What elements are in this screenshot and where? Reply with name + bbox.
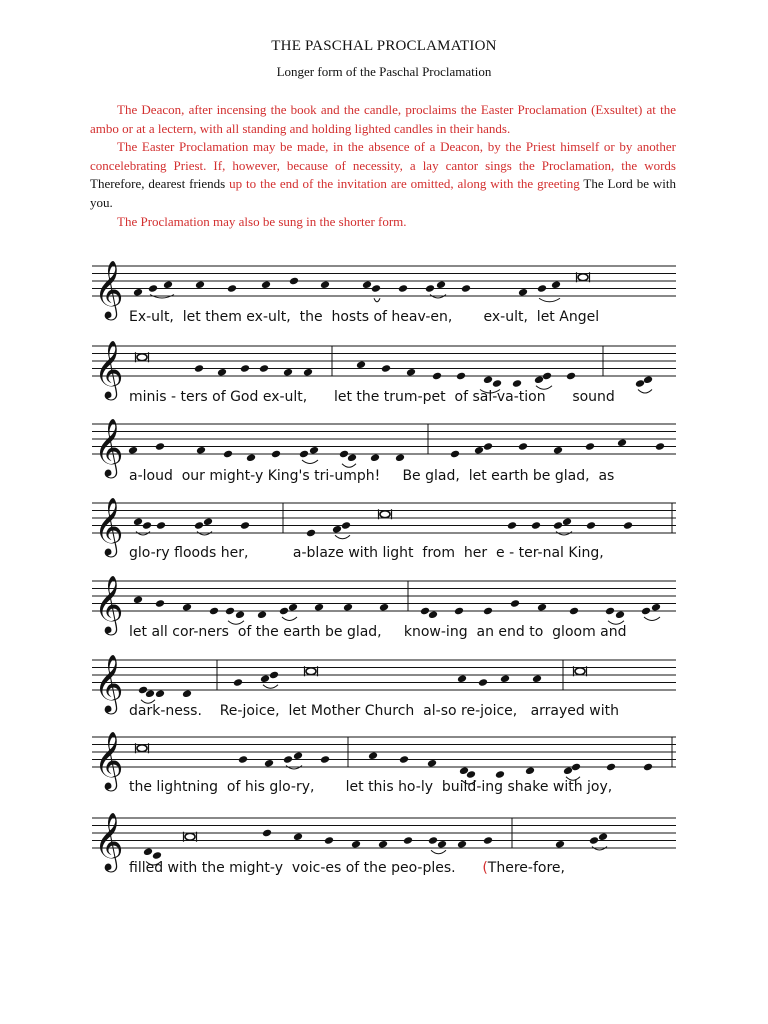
chant-note <box>420 607 430 616</box>
lyric-line-2: minis - ters of God ex-ult, let the trum-pet of sal-va-tion sound <box>129 389 615 405</box>
slur <box>539 298 560 302</box>
chant-note <box>606 763 616 772</box>
chant-note <box>339 450 349 459</box>
breve-note <box>575 668 585 675</box>
chant-note <box>427 759 437 768</box>
chant-note <box>635 379 645 388</box>
lyric-line-8 <box>129 860 565 876</box>
chant-note <box>203 517 213 526</box>
chant-note <box>155 442 165 451</box>
chant-note <box>223 450 233 459</box>
chant-note <box>457 674 467 683</box>
chant-note <box>264 759 274 768</box>
chant-note <box>194 521 204 530</box>
spoken-words: Therefore, dearest friends <box>90 176 226 192</box>
lyric-line-4: glo-ry floods her, a-blaze with light from her e - ter-nal King, <box>129 545 604 561</box>
chant-note <box>518 442 528 451</box>
chant-note <box>589 836 599 845</box>
chant-note <box>495 770 505 779</box>
chant-note <box>133 517 143 526</box>
chant-note <box>271 450 281 459</box>
rubric-text: The Easter Proclamation may be made, in the absence of a Deacon, by the Priest himself or by another concelebrating Priest. If, however, because of necessity, a lay cantor sings the Proclamation, the words <box>90 139 676 173</box>
treble-clef-icon: 𝄞 <box>94 654 124 712</box>
chant-note <box>259 364 269 373</box>
chant-note <box>182 603 192 612</box>
chant-note <box>474 446 484 455</box>
chant-note <box>309 446 319 455</box>
treble-clef-icon: 𝄞 <box>94 497 124 555</box>
slur <box>263 685 278 689</box>
treble-clef-icon: 𝄞 <box>94 731 124 789</box>
chant-note <box>512 379 522 388</box>
chant-note <box>643 375 653 384</box>
chant-note <box>128 446 138 455</box>
chant-note <box>148 284 158 293</box>
slur <box>431 850 446 854</box>
breve-note <box>137 745 147 752</box>
chant-note <box>324 836 334 845</box>
chant-note <box>483 607 493 616</box>
chant-note <box>483 442 493 451</box>
chant-note <box>507 521 517 530</box>
chant-note <box>585 442 595 451</box>
chant-note <box>195 280 205 289</box>
chant-note <box>403 836 413 845</box>
chant-note <box>156 521 166 530</box>
chant-note <box>483 836 493 845</box>
chant-note <box>478 678 488 687</box>
chant-note <box>428 610 438 619</box>
chant-note <box>142 521 152 530</box>
chant-note <box>395 453 405 462</box>
chant-note <box>283 755 293 764</box>
chant-note <box>303 368 313 377</box>
lyric-line-1: Ex-ult, let them ex-ult, the hosts of heav-en, ex-ult, let Angel <box>129 309 600 325</box>
chant-note <box>641 607 651 616</box>
treble-clef-icon: 𝄞 <box>94 340 124 398</box>
rubric-text: up to the end of the invitation are omitted, along with the greeting <box>225 176 584 192</box>
chant-note <box>537 284 547 293</box>
chant-note <box>235 610 245 619</box>
rubric-paragraph-1: The Deacon, after incensing the book and the candle, proclaims the Easter Proclamation (Exsultet) at the ambo or at a lectern, with all standing and holding lighted candles in their hands. <box>90 102 676 136</box>
treble-clef-icon: 𝄞 <box>94 812 124 870</box>
chant-note <box>196 446 206 455</box>
page-subtitle: Longer form of the Paschal Proclamation <box>276 64 492 79</box>
chant-note <box>257 610 267 619</box>
lyric-line-6: dark-ness. Re-joice, let Mother Church al-so re-joice, arrayed with <box>129 703 619 719</box>
chant-note <box>246 453 256 462</box>
chant-note <box>428 836 438 845</box>
chant-note <box>454 607 464 616</box>
chant-note <box>320 755 330 764</box>
chant-note <box>133 288 143 297</box>
chant-note <box>279 607 289 616</box>
chant-note <box>283 368 293 377</box>
chant-note <box>569 607 579 616</box>
chant-note <box>332 525 342 534</box>
chant-note <box>233 678 243 687</box>
breve-note <box>380 511 390 518</box>
chant-note <box>483 375 493 384</box>
chant-note <box>155 599 165 608</box>
chant-note <box>553 446 563 455</box>
slur <box>282 617 297 621</box>
chant-note <box>525 766 535 775</box>
chant-note <box>617 438 627 447</box>
chant-note <box>289 277 299 286</box>
chant-note <box>456 372 466 381</box>
chant-note <box>351 840 361 849</box>
chant-note <box>343 603 353 612</box>
chant-note <box>225 607 235 616</box>
chant-note <box>586 521 596 530</box>
chant-note <box>531 521 541 530</box>
chant-note <box>356 360 366 369</box>
chant-note <box>598 832 608 841</box>
chant-note <box>240 364 250 373</box>
chant-note <box>269 671 279 680</box>
chant-note <box>362 280 372 289</box>
chant-note <box>152 851 162 860</box>
chant-note <box>381 364 391 373</box>
chant-note <box>450 450 460 459</box>
chant-note <box>261 280 271 289</box>
slur <box>335 535 350 539</box>
chant-note <box>500 674 510 683</box>
chant-note <box>461 284 471 293</box>
chant-note <box>379 603 389 612</box>
chant-note <box>518 288 528 297</box>
chant-note <box>437 840 447 849</box>
page-title: THE PASCHAL PROCLAMATION <box>271 38 497 54</box>
chant-note <box>347 453 357 462</box>
lyric-line-7: the lightning of his glo-ry, let this ho-ly build-ing shake with joy, <box>129 779 613 795</box>
chant-note <box>510 599 520 608</box>
spoken-words: The Lord be with you. <box>90 176 676 210</box>
chant-note <box>341 521 351 530</box>
chant-note <box>432 372 442 381</box>
treble-clef-icon: 𝄞 <box>94 260 124 318</box>
chant-note <box>209 607 219 616</box>
breve-note <box>185 833 195 840</box>
chant-note <box>643 763 653 772</box>
chant-note <box>227 284 237 293</box>
chant-note <box>320 280 330 289</box>
chant-note <box>542 372 552 381</box>
chant-note <box>532 674 542 683</box>
slur <box>374 298 380 302</box>
chant-note <box>655 442 665 451</box>
chant-note <box>571 763 581 772</box>
lyric-line-5: let all cor-ners of the earth be glad, know-ing an end to gloom and <box>129 624 627 640</box>
chant-note <box>288 603 298 612</box>
chant-note <box>262 829 272 838</box>
slur <box>342 464 356 468</box>
chant-note <box>562 517 572 526</box>
lyric-text: filled with the might-y voic-es of the peo-ples. <box>129 860 456 876</box>
chant-note <box>406 368 416 377</box>
chant-note <box>370 453 380 462</box>
chant-note <box>368 751 378 760</box>
breve-note <box>306 668 316 675</box>
chant-note <box>555 840 565 849</box>
chant-note <box>553 521 563 530</box>
breve-note <box>137 354 147 361</box>
chant-note <box>306 529 316 538</box>
slur <box>644 617 660 621</box>
chant-note <box>492 379 502 388</box>
chant-note <box>398 284 408 293</box>
lyric-text: There-fore, <box>487 860 565 876</box>
chant-note <box>293 751 303 760</box>
chant-note <box>563 766 573 775</box>
slur <box>638 390 652 394</box>
chant-note <box>314 603 324 612</box>
chant-note <box>399 755 409 764</box>
chant-note <box>537 603 547 612</box>
chant-note <box>457 840 467 849</box>
chant-note <box>425 284 435 293</box>
chant-note <box>293 832 303 841</box>
chant-note <box>623 521 633 530</box>
lyric-line-3: a-loud our might-y King's tri-umph! Be glad, let earth be glad, as <box>129 468 615 484</box>
chant-note <box>378 840 388 849</box>
red-parenthesis: ( <box>482 860 488 876</box>
slur <box>302 460 318 464</box>
chant-note <box>133 595 143 604</box>
treble-clef-icon: 𝄞 <box>94 418 124 476</box>
breve-note <box>578 274 588 281</box>
chant-note <box>566 372 576 381</box>
chant-note <box>534 375 544 384</box>
chant-note <box>217 368 227 377</box>
chant-note <box>551 280 561 289</box>
chant-note <box>194 364 204 373</box>
chant-note <box>240 521 250 530</box>
chant-note <box>163 280 173 289</box>
chant-note <box>143 847 153 856</box>
treble-clef-icon: 𝄞 <box>94 575 124 633</box>
rubric-paragraph-3: The Proclamation may also be sung in the shorter form. <box>117 213 407 229</box>
chant-note <box>260 674 270 683</box>
chant-note <box>605 607 615 616</box>
chant-note <box>615 610 625 619</box>
chant-note <box>436 280 446 289</box>
chant-note <box>371 284 381 293</box>
chant-note <box>155 689 165 698</box>
chant-note <box>182 689 192 698</box>
chant-note <box>299 450 309 459</box>
chant-note <box>238 755 248 764</box>
chant-note <box>651 603 661 612</box>
